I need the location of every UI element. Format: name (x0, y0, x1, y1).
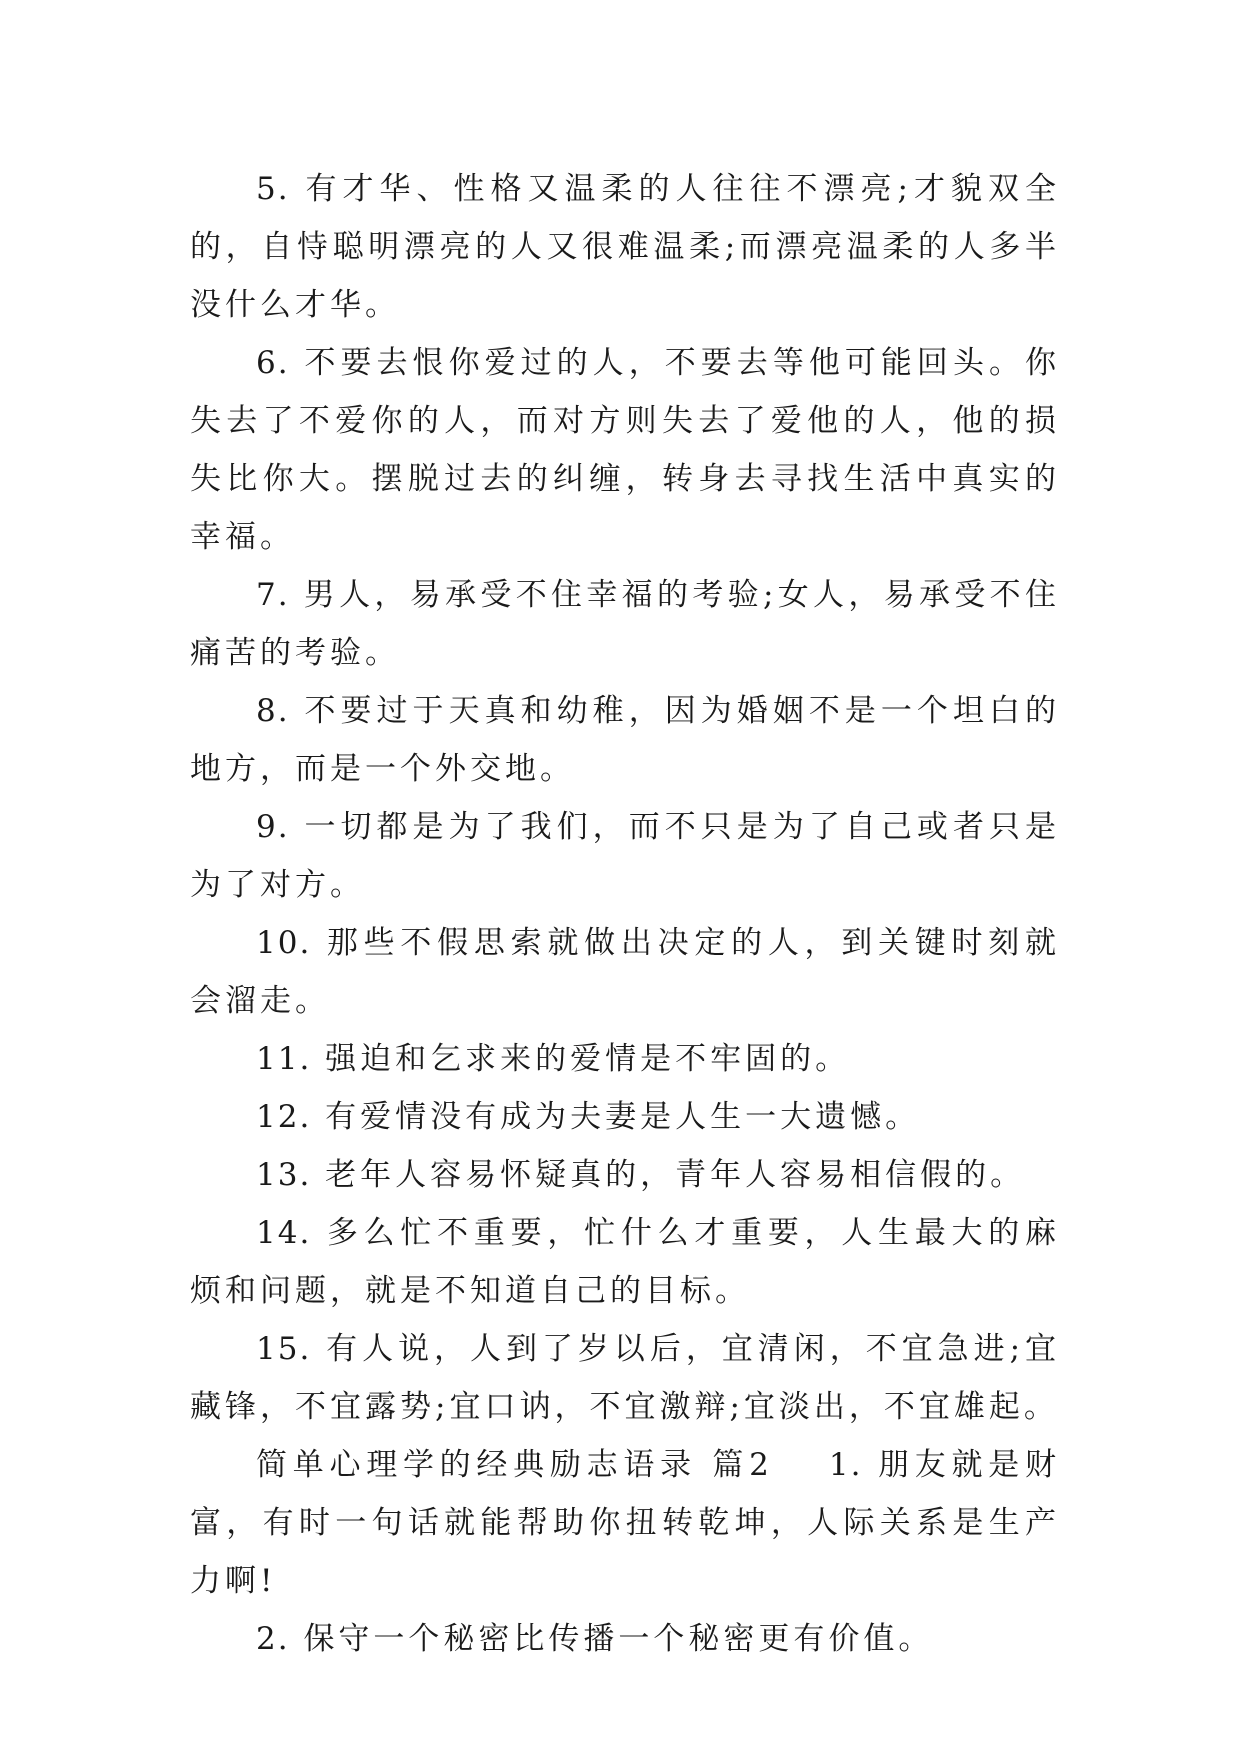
list-item (190, 798, 1060, 914)
list-item (190, 1320, 1060, 1436)
list-item (190, 566, 1060, 682)
section-heading: 简单心理学的经典励志语录 篇2 (256, 1447, 773, 1483)
item-text: 有才华、性格又温柔的人往往不漂亮;才貌双全的，自恃聪明漂亮的人又很难温柔;而漂亮温柔的人多半没什么才华。 (190, 171, 1060, 323)
item-text: 不要过于天真和幼稚，因为婚姻不是一个坦白的地方，而是一个外交地。 (190, 693, 1061, 787)
list-item (190, 160, 1060, 334)
item-text: 老年人容易怀疑真的，青年人容易相信假的。 (325, 1157, 1026, 1193)
item-number: 2. (256, 1621, 290, 1657)
item-number: 7. (256, 577, 290, 613)
list-item (190, 1088, 1060, 1146)
item-number: 11. (256, 1041, 312, 1077)
list-item (190, 682, 1060, 798)
item-text: 朋友就是财富，有时一句话就能帮助你扭转乾坤，人际关系是生产力啊! (190, 1447, 1061, 1599)
list-item (190, 334, 1060, 566)
list-item (190, 914, 1060, 1030)
item-number: 6. (256, 345, 290, 381)
item-text: 不要去恨你爱过的人，不要去等他可能回头。你失去了不爱你的人，而对方则失去了爱他的人，他的损失比你大。摆脱过去的纠缠，转身去寻找生活中真实的幸福。 (190, 345, 1061, 555)
item-number: 9. (256, 809, 290, 845)
item-number: 5. (256, 171, 290, 207)
item-text: 有爱情没有成为夫妻是人生一大遗憾。 (325, 1099, 921, 1135)
item-number: 15. (256, 1331, 312, 1367)
item-number: 8. (256, 693, 290, 729)
item-text: 一切都是为了我们，而不只是为了自己或者只是为了对方。 (190, 809, 1061, 903)
section-paragraph (190, 1436, 1060, 1610)
item-number: 1. (828, 1447, 863, 1483)
list-item (190, 1610, 1060, 1668)
list-item (190, 1146, 1060, 1204)
item-text: 强迫和乞求来的爱情是不牢固的。 (325, 1041, 851, 1077)
item-text: 那些不假思索就做出决定的人，到关键时刻就会溜走。 (190, 925, 1061, 1019)
item-text: 男人，易承受不住幸福的考验;女人，易承受不住痛苦的考验。 (190, 577, 1060, 671)
document-body (190, 160, 1060, 1668)
list-item (190, 1204, 1060, 1320)
item-number: 14. (256, 1215, 312, 1251)
item-number: 12. (256, 1099, 312, 1135)
list-item (190, 1030, 1060, 1088)
item-text: 多么忙不重要，忙什么才重要，人生最大的麻烦和问题，就是不知道自己的目标。 (190, 1215, 1061, 1309)
item-text: 保守一个秘密比传播一个秘密更有价值。 (303, 1621, 934, 1657)
item-number: 10. (256, 925, 312, 961)
item-number: 13. (256, 1157, 312, 1193)
item-text: 有人说，人到了岁以后，宜清闲，不宜急进;宜藏锋，不宜露势;宜口讷，不宜激辩;宜淡出，不宜雄起。 (190, 1331, 1060, 1425)
